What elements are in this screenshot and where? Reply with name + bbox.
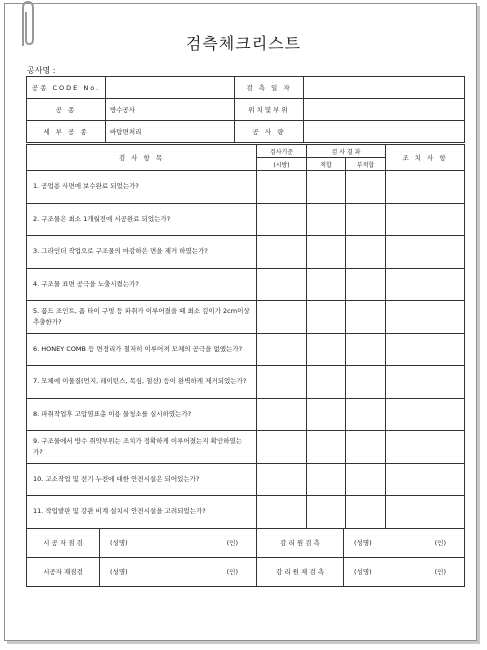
standard-cell [257,203,307,236]
pass-header: 적합 [307,158,346,171]
signature-row [27,557,465,586]
fail-cell [346,236,386,269]
signature-left-seal: (인) [226,539,238,547]
pass-cell [307,171,346,204]
signature-right-seal: (인) [434,568,446,576]
standard-cell [257,496,307,529]
checklist-row [27,301,465,334]
code-label: 공종 CODE No. [27,77,106,99]
checklist-row [27,268,465,301]
standard-header: 검사기준 [257,145,307,158]
pass-cell [307,398,346,431]
signature-left-label: 시 공 자 점 검 [27,529,100,557]
checklist-row [27,171,465,204]
checklist-row [27,366,465,399]
date-value [304,77,465,99]
location-label: 위치및부위 [235,99,304,121]
checklist-item-text: 3. 그라인더 작업으로 구조물의 마감하은 면을 제거 하였는가? [27,236,257,269]
checklist-row [27,236,465,269]
standard-cell [257,236,307,269]
work-label: 공 종 [27,99,106,121]
checklist-item-text: 2. 구조물은 최소 1개월전에 시공완료 되었는가? [27,203,257,236]
project-name-label: 공사명 : [27,66,56,75]
action-cell [386,496,465,529]
result-header: 검 사 결 과 [307,145,386,158]
action-cell [386,398,465,431]
action-cell [386,431,465,464]
checklist-table [26,144,465,587]
action-cell [386,236,465,269]
checklist-item-text: 8. 파취작업후 고압염표총 이용 물청소를 실시하였는가? [27,398,257,431]
fail-cell [346,268,386,301]
page-title: 검측체크리스트 [185,34,302,53]
checklist-row [27,203,465,236]
signature-left-seal: (인) [226,568,238,576]
signature-right-label: 감 리 원 검 측 [257,529,344,557]
signature-left-name: (성명) [110,539,128,547]
header-info-table [26,76,465,143]
standard-sub-header: (시방) [257,158,307,171]
checklist-row [27,431,465,464]
pass-cell [307,268,346,301]
signature-row [27,528,465,557]
qty-label: 공 사 량 [235,121,304,143]
checklist-row [27,398,465,431]
pass-cell [307,203,346,236]
checklist-row [27,333,465,366]
fail-cell [346,431,386,464]
standard-cell [257,268,307,301]
action-cell [386,463,465,496]
signature-left-name: (성명) [110,568,128,576]
action-cell [386,333,465,366]
fail-cell [346,463,386,496]
standard-cell [257,171,307,204]
signature-right-seal: (인) [434,539,446,547]
fail-cell [346,496,386,529]
action-cell [386,203,465,236]
action-cell [386,301,465,334]
signature-right-name: (성명) [354,539,372,547]
signature-left-label: 시공자 재점검 [27,558,100,586]
pass-cell [307,301,346,334]
detail-value: 바탕면처리 [106,121,235,143]
fail-header: 부적합 [346,158,386,171]
standard-cell [257,463,307,496]
checklist-item-text: 9. 구조물에서 방수 취약부위는 조치가 정확하게 이루어졌는지 확인하였는가? [27,431,257,464]
fail-cell [346,203,386,236]
signature-left-cell [27,557,257,586]
standard-cell [257,366,307,399]
checklist-row [27,463,465,496]
action-cell [386,171,465,204]
signature-right-name: (성명) [354,568,372,576]
standard-cell [257,431,307,464]
qty-value [304,121,465,143]
action-cell [386,366,465,399]
pass-cell [307,236,346,269]
date-label: 검 측 일 자 [235,77,304,99]
detail-label: 세 부 공 종 [27,121,106,143]
pass-cell [307,333,346,366]
signature-right-cell [257,528,465,557]
fail-cell [346,366,386,399]
checklist-item-text: 5. 폼드 조인트, 폼 타이 구멍 등 파취가 이루어졌을 때 최소 깊이가 2cm이상 추출한가? [27,301,257,334]
standard-cell [257,333,307,366]
checklist-row [27,496,465,529]
location-value [304,99,465,121]
pass-cell [307,366,346,399]
signature-left-cell [27,528,257,557]
fail-cell [346,301,386,334]
standard-cell [257,398,307,431]
checklist-item-text: 4. 구조물 표면 공극을 노출시켰는가? [27,268,257,301]
checklist-item-text: 7. 모체에 이물질(먼지, 레이턴스, 목심, 철선) 등이 완벽하게 제거되었는가? [27,366,257,399]
items-header: 검 사 항 목 [27,145,257,171]
pass-cell [307,496,346,529]
pass-cell [307,431,346,464]
checklist-item-text: 11. 작업발판 및 강관 비계 설치시 안전시설을 고려되었는가? [27,496,257,529]
work-value: 방수공사 [106,99,235,121]
fail-cell [346,398,386,431]
pass-cell [307,463,346,496]
checklist-item-text: 6. HONEY COMB 등 면정리가 철저히 이루어져 모체의 공극을 없앴는가? [27,333,257,366]
signature-right-cell [257,557,465,586]
fail-cell [346,171,386,204]
checklist-item-text: 10. 고소작업 및 전기 누전에 대한 안전시설은 되어있는가? [27,463,257,496]
standard-cell [257,301,307,334]
action-cell [386,268,465,301]
code-value [106,77,235,99]
checklist-item-text: 1. 공업용 사면에 보수완료 되었는가? [27,171,257,204]
fail-cell [346,333,386,366]
action-header: 조 치 사 항 [386,145,465,171]
signature-right-label: 감 리 원 재 검 측 [257,558,344,586]
